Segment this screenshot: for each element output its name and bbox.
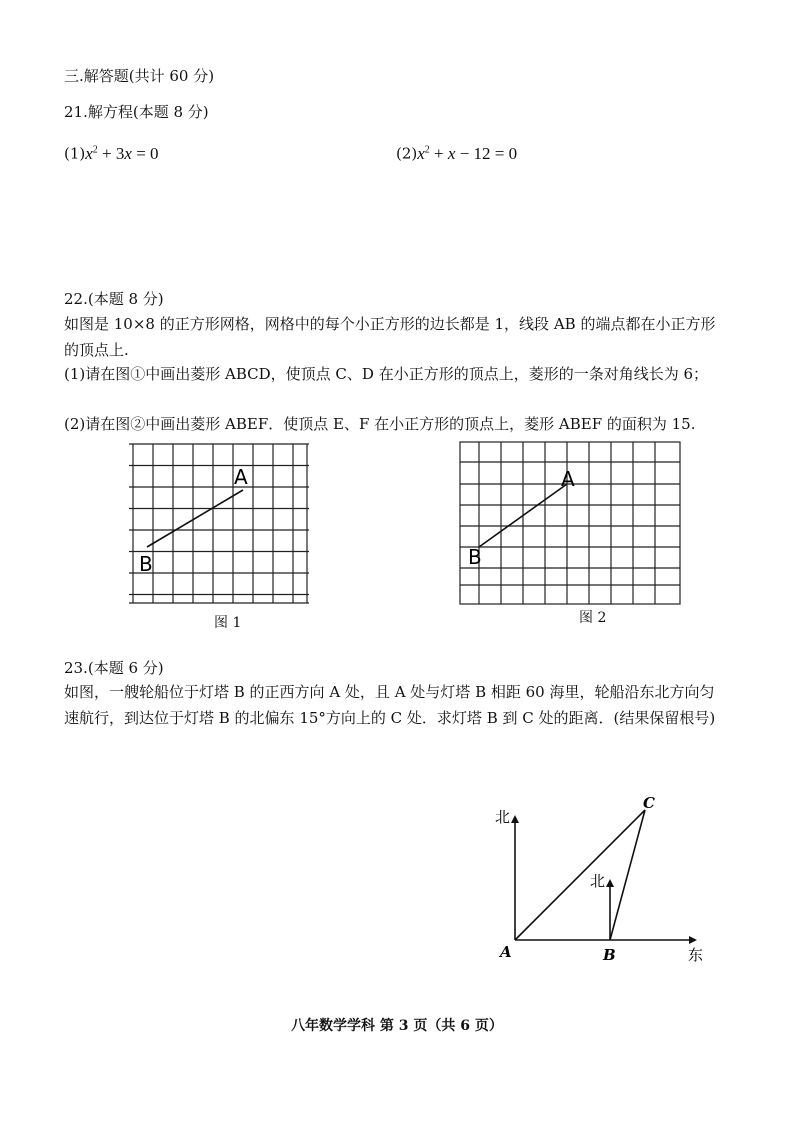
equation-1-formula: $x^2 + 3x = 0$	[85, 143, 159, 163]
figure-2-caption: 图 2	[579, 610, 607, 626]
point-b-label-1: B	[139, 552, 153, 576]
grid-figure-2	[455, 438, 685, 608]
section-title: 三.解答题(共计 60 分)	[64, 67, 215, 85]
point-b-label: B	[603, 946, 616, 964]
segment-ab-1	[147, 490, 243, 547]
equation-2-formula: $x^2 + x - 12 = 0$	[417, 143, 518, 163]
question-23-header: 23.(本题 6 分)	[64, 659, 164, 677]
page-footer: 八年数学学科 第 3 页（共 6 页）	[291, 1018, 503, 1034]
east-label: 东	[688, 946, 704, 964]
point-a-label-2: A	[561, 467, 575, 491]
question-22-header: 22.(本题 8 分)	[64, 290, 164, 308]
segment-ac	[515, 810, 645, 940]
navigation-figure	[490, 790, 720, 970]
point-c-label: C	[643, 794, 655, 812]
figure-1-caption: 图 1	[214, 615, 242, 631]
question-22-text-2: (1)请在图①中画出菱形 ABCD，使顶点 C、D 在小正方形的顶点上，菱形的一条对角线长为 6；	[64, 365, 709, 383]
question-21-header: 21.解方程(本题 8 分)	[64, 103, 209, 121]
grid-figure-1	[125, 440, 315, 610]
equation-1	[64, 140, 159, 164]
question-22-text-1: 如图是 10×8 的正方形网格，网格中的每个小正方形的边长都是 1，线段 AB 的端点都在小正方形的顶点上.	[64, 315, 716, 359]
equation-1-label: (1)	[64, 144, 86, 163]
question-23-text: 如图，一艘轮船位于灯塔 B 的正西方向 A 处，且 A 处与灯塔 B 相距 60 海里，轮船沿东北方向匀速航行，到达位于灯塔 B 的北偏东 15°方向上的 C 处．求灯塔 B 到 C 处的距离．(结果保留根号)	[64, 683, 716, 727]
point-b-label-2: B	[468, 545, 482, 569]
point-a-label-1: A	[234, 465, 248, 489]
question-22-text-3: (2)请在图②中画出菱形 ABEF．使顶点 E、F 在小正方形的顶点上，菱形 ABEF 的面积为 15.	[64, 415, 696, 433]
north-label: 北	[495, 808, 511, 826]
point-a-label: A	[500, 943, 512, 961]
segment-bc	[610, 810, 645, 940]
equation-2	[396, 140, 517, 164]
equation-2-label: (2)	[396, 144, 418, 163]
north-label-b: 北	[590, 872, 606, 890]
grid-1-lines	[129, 444, 309, 603]
